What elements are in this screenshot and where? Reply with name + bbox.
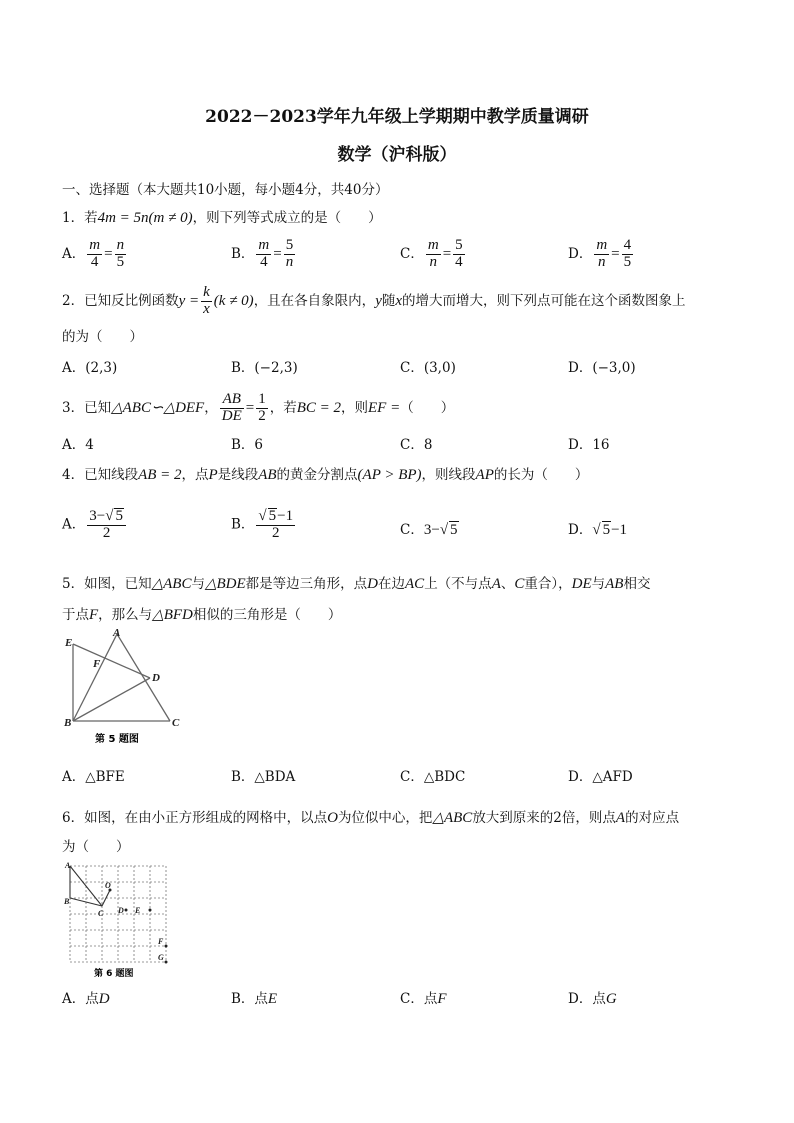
q5-option-c[interactable]: C．△BDC <box>400 769 466 785</box>
question-6-stem: 6．如图，在由小正方形组成的网格中，以点O为位似中心，把△ABC放大到原来的2倍，则点A的对应点 <box>62 810 680 826</box>
label-b: B <box>64 717 72 729</box>
page-subtitle: 数学（沪科版） <box>337 145 457 165</box>
q2-option-d[interactable]: D．(−3,0) <box>568 360 636 376</box>
q6-figure <box>64 860 176 980</box>
q1-option-d[interactable]: D． $\frac{m}{n}$ = $\frac{4}{5}$ <box>568 237 632 270</box>
label-g: G <box>158 953 164 962</box>
q4-option-a[interactable]: A． $\frac{3-√ 5}{2}$ <box>62 508 128 542</box>
label-e: E <box>65 637 73 649</box>
question-6-stem-cont: 为（ ） <box>62 839 130 855</box>
segment-ac <box>117 634 170 721</box>
q2-option-b[interactable]: B．(−2,3) <box>231 360 298 376</box>
label-a: A <box>65 861 71 870</box>
q5-option-a[interactable]: A．△BFE <box>62 769 125 785</box>
q2-option-a[interactable]: A．(2,3) <box>62 360 118 376</box>
q3-option-b[interactable]: B．6 <box>231 437 264 453</box>
question-2-stem: 2．已知反比例函数y = $\frac{k}{x}$ (k ≠ 0)，且在各自象限内，y随x的增大而增大，则下列点可能在这个函数图象上 <box>62 284 686 317</box>
q3-option-d[interactable]: D．16 <box>568 437 610 453</box>
label-f: F <box>158 937 164 946</box>
label-a: A <box>113 627 121 639</box>
q1-option-c[interactable]: C． $\frac{m}{n}$ = $\frac{5}{4}$ <box>400 237 463 270</box>
q6-option-a[interactable]: A．点D <box>62 991 110 1007</box>
label-e: E <box>135 906 141 915</box>
question-3-stem: 3．已知△ABC∽△DEF， $\frac{AB}{DE}$ = $\frac{1}{2}$ ，若BC = 2，则EF =（ ） <box>62 391 455 424</box>
label-d: D <box>152 672 160 684</box>
q5-figure <box>60 626 190 750</box>
question-5-stem-cont: 于点F，那么与△BFD相似的三角形是（ ） <box>62 607 342 623</box>
q3-option-c[interactable]: C．8 <box>400 437 433 453</box>
label-c: C <box>98 909 104 918</box>
question-2-stem-cont: 的为（ ） <box>62 329 143 345</box>
q5-option-b[interactable]: B．△BDA <box>231 769 296 785</box>
q6-option-c[interactable]: C．点F <box>400 991 447 1007</box>
label-o: O <box>105 881 111 890</box>
q6-option-b[interactable]: B．点E <box>231 991 278 1007</box>
segment-ed <box>73 644 150 678</box>
q6-option-d[interactable]: D．点G <box>568 991 617 1007</box>
question-5-stem: 5．如图，已知△ABC与△BDE都是等边三角形，点D在边AC上（不与点A、C重合），DE与AB相交 <box>62 576 651 592</box>
label-f: F <box>93 658 101 670</box>
q3-option-a[interactable]: A．4 <box>62 437 94 453</box>
label-b: B <box>64 897 70 906</box>
label-d: D <box>118 906 124 915</box>
q4-option-d[interactable]: D．√ 5−1 <box>568 522 628 538</box>
section-heading: 一、选择题（本大题共10小题，每小题4分，共40分） <box>62 182 389 198</box>
q1-equation: 4m = 5n(m ≠ 0) <box>97 210 193 226</box>
question-4-stem: 4．已知线段AB = 2，点P是线段AB的黄金分割点(AP > BP)，则线段AP的长为（ ） <box>62 467 589 483</box>
question-1-stem: 1．若4m = 5n(m ≠ 0)，则下列等式成立的是（ ） <box>62 210 382 226</box>
label-c: C <box>172 717 180 729</box>
q2-option-c[interactable]: C．(3,0) <box>400 360 456 376</box>
page-title: 2022－2023学年九年级上学期期中教学质量调研 <box>205 107 589 127</box>
q5-option-d[interactable]: D．△AFD <box>568 769 633 785</box>
q6-figure-caption: 第 6 题图 <box>94 969 134 979</box>
q4-option-c[interactable]: C．3−√ 5 <box>400 522 458 538</box>
q4-option-b[interactable]: B． $\frac{√ 5-1}{2}$ <box>231 508 294 541</box>
q1-option-a[interactable]: A． $\frac{m}{4}$ = $\frac{n}{5}$ <box>62 237 125 270</box>
q5-figure-caption: 第 5 题图 <box>95 734 139 745</box>
q1-option-b[interactable]: B． $\frac{m}{4}$ = $\frac{5}{n}$ <box>231 237 294 270</box>
